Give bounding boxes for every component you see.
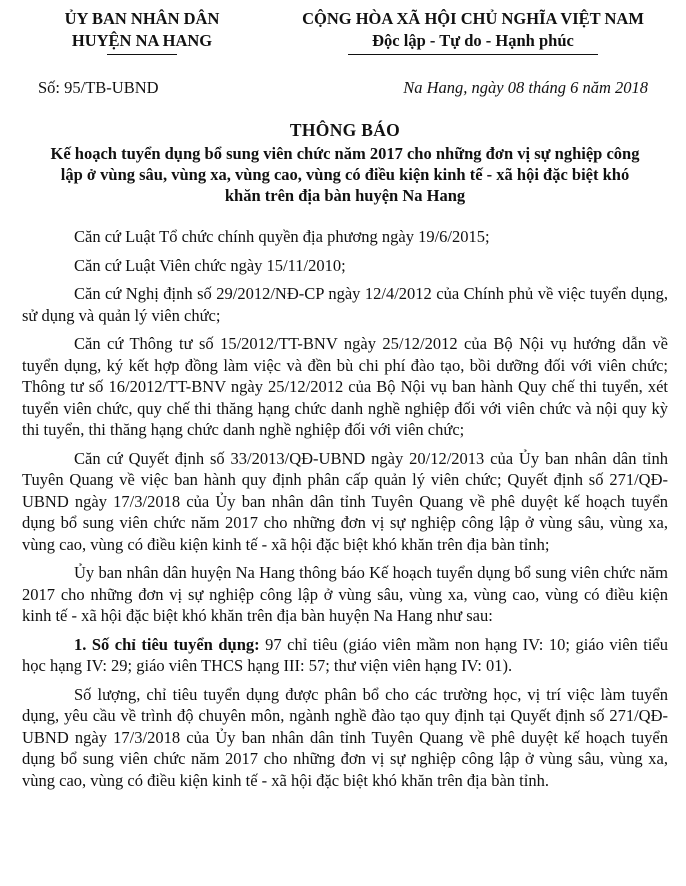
document-header: [22, 8, 668, 55]
document-date: Na Hang, ngày 08 tháng 6 năm 2018: [403, 78, 648, 97]
org-underline: [107, 54, 177, 55]
paragraph-5: Căn cứ Quyết định số 33/2013/QĐ-UBND ngày 20/12/2013 của Ủy ban nhân dân tỉnh Tuyên Quang về việc ban hành quy định phân cấp quản lý viên chức; Quyết định số 271/QĐ-UBND ngày 17/3/2018 của Ủy ban nhân dân tỉnh Tuyên Quang về phê duyệt kế hoạch tuyển dụng bổ sung viên chức năm 2017 cho những đơn vị sự nghiệp công lập ở vùng sâu, vùng xa, vùng cao, vùng có điều kiện kinh tế - xã hội đặc biệt khó khăn trên địa bàn tỉnh;: [22, 448, 668, 554]
paragraph-2: Căn cứ Luật Viên chức ngày 15/11/2010;: [74, 255, 346, 275]
section-1: [22, 634, 668, 677]
nation-line-2: Độc lập - Tự do - Hạnh phúc: [372, 31, 574, 50]
paragraph-4: Căn cứ Thông tư số 15/2012/TT-BNV ngày 25/12/2012 của Bộ Nội vụ hướng dẫn về tuyển dụng, ký kết hợp đồng làm việc và đền bù chi phí đào tạo, bồi dưỡng đối với viên chức; Thông tư số 16/2012/TT-BNV ngày 25/12/2012 của Bộ Nội vụ ban hành Quy chế thi tuyển, xét tuyển viên chức, quy chế thi thăng hạng chức danh nghề nghiệp đối với viên chức và nội quy kỳ thi tuyển, thi thăng hạng chức danh nghề nghiệp đối với viên chức;: [22, 334, 668, 439]
motto-underline: [348, 54, 598, 55]
section-1-text: 97 chỉ tiêu (giáo viên mầm non hạng IV: 10; giáo viên tiểu học hạng IV: 29; giáo viên THCS hạng III: 57; thư viện viên hạng IV: 01).: [22, 634, 668, 675]
closing-paragraph: Số lượng, chỉ tiêu tuyển dụng được phân bổ cho các trường học, vị trí việc làm tuyển dụng, yêu cầu về trình độ chuyên môn, ngành nghề đào tạo quy định tại Quyết định số 271/QĐ-UBND ngày 17/3/2018 của Ủy ban nhân dân tỉnh Tuyên Quang về phê duyệt kế hoạch tuyển dụng bổ sung viên chức năm 2017 cho những đơn vị sự nghiệp công lập ở vùng sâu, vùng xa, vùng cao, vùng có điều kiện kinh tế - xã hội đặc biệt khó khăn trên địa bàn tỉnh.: [22, 684, 668, 790]
document-number: Số: 95/TB-UBND: [38, 78, 159, 97]
paragraph-6: Ủy ban nhân dân huyện Na Hang thông báo Kế hoạch tuyển dụng bổ sung viên chức năm 2017 cho những đơn vị sự nghiệp công lập ở vùng sâu, vùng xa, vùng cao, vùng có điều kiện kinh tế - xã hội đặc biệt khó khăn trên địa bàn huyện Na Hang như sau:: [22, 563, 668, 625]
paragraph-1: Căn cứ Luật Tổ chức chính quyền địa phương ngày 19/6/2015;: [74, 227, 490, 246]
section-1-heading: 1. Số chỉ tiêu tuyển dụng:: [74, 634, 260, 654]
org-line-2: HUYỆN NA HANG: [71, 31, 213, 50]
org-line-1: ỦY BAN NHÂN DÂN: [64, 9, 220, 28]
document-subtitle: Kế hoạch tuyển dụng bổ sung viên chức năm 2017 cho những đơn vị sự nghiệp công lập ở vùng sâu, vùng xa, vùng cao, vùng có điều kiện kinh tế - xã hội đặc biệt khó khăn trên địa bàn huyện Na Hang: [50, 144, 640, 205]
document-body: [22, 226, 668, 791]
paragraph-3: Căn cứ Nghị định số 29/2012/NĐ-CP ngày 12/4/2012 của Chính phủ về việc tuyển dụng, sử dụng và quản lý viên chức;: [22, 284, 668, 325]
nation-line-1: CỘNG HÒA XÃ HỘI CHỦ NGHĨA VIỆT NAM: [302, 9, 644, 28]
document-title: THÔNG BÁO: [289, 120, 401, 140]
national-motto: [278, 8, 668, 55]
reference-line: [22, 77, 668, 99]
issuing-authority: [22, 8, 252, 55]
